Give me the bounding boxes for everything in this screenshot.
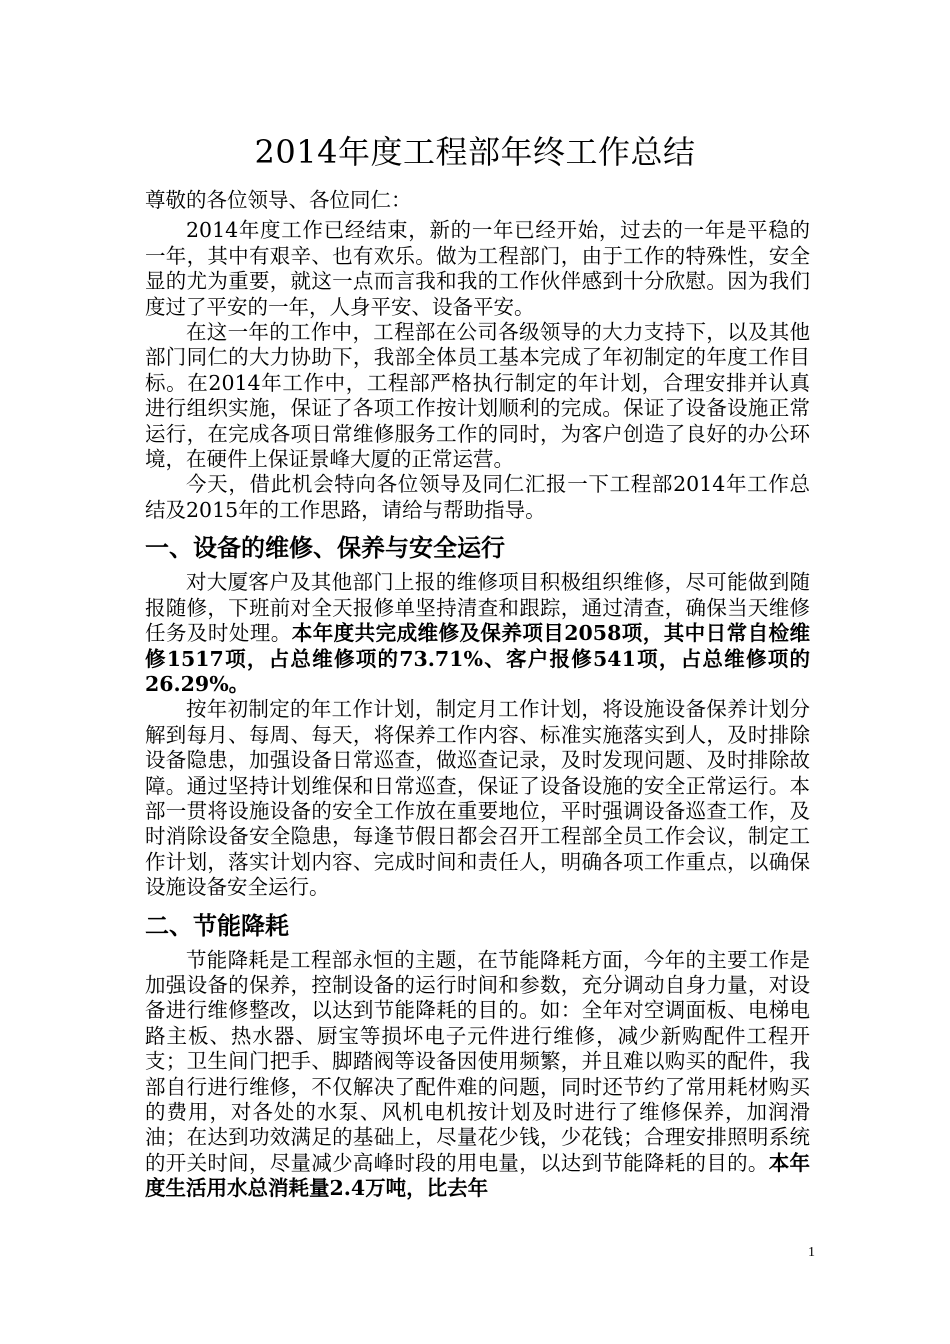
section-2-paragraph-1-text: 节能降耗是工程部永恒的主题，在节能降耗方面，今年的主要工作是加强设备的保养，控制设备的运行时间和参数，充分调动自身力量，对设备进行维修整改，以达到节能降耗的目的。如：全年对空调面板、电梯电路主板、热水器、厨宝等损坏电子元件进行维修，减少新购配件工程开支；卫生间门把手、脚踏阀等设备因使用频繁，并且难以购买的配件，我部自行进行维修，不仅解决了配件难的问题，同时还节约了常用耗材购买的费用，对各处的水泵、风机电机按计划及时进行了维修保养，加润滑油；在达到功效满足的基础上，尽量花少钱，少花钱；合理安排照明系统的开关时间，尽量减少高峰时段的用电量，以达到节能降耗的目的。 <box>145 947 810 1175</box>
intro-paragraph-1: 2014年度工作已经结束，新的一年已经开始，过去的一年是平稳的一年，其中有艰辛、也有欢乐。做为工程部门，由于工作的特殊性，安全显的尤为重要，就这一点而言我和我的工作伙伴感到十分欣慰。因为我们度过了平安的一年，人身平安、设备平安。 <box>145 218 810 319</box>
section-2-heading: 二、节能降耗 <box>145 911 289 940</box>
page-number: 1 <box>808 1245 815 1260</box>
section-1-paragraph-1 <box>145 570 810 697</box>
section-1-heading: 一、设备的维修、保养与安全运行 <box>145 534 505 563</box>
intro-paragraph-3: 今天，借此机会特向各位领导及同仁汇报一下工程部2014年工作总结及2015年的工作思路，请给与帮助指导。 <box>145 472 810 522</box>
intro-paragraph-2: 在这一年的工作中，工程部在公司各级领导的大力支持下，以及其他部门同仁的大力协助下，我部全体员工基本完成了年初制定的年度工作目标。在2014年工作中，工程部严格执行制定的年计划，合理安排并认真进行组织实施，保证了各项工作按计划顺利的完成。保证了设备设施正常运行，在完成各项日常维修服务工作的同时，为客户创造了良好的办公环境，在硬件上保证景峰大厦的正常运营。 <box>145 320 810 472</box>
section-1-paragraph-1-text: 对大厦客户及其他部门上报的维修项目积极组织维修，尽可能做到随报随修，下班前对全天报修单坚持清查和跟踪，通过清查，确保当天维修任务及时处理。 <box>145 570 810 646</box>
section-2-statistics: 本年度生活用水总消耗量2.4万吨，比去年 <box>145 1150 811 1201</box>
salutation: 尊敬的各位领导、各位同仁： <box>145 188 412 212</box>
document-title: 2014年度工程部年终工作总结 <box>254 133 696 171</box>
document-body <box>145 188 810 1202</box>
section-1-statistics: 本年度共完成维修及保养项目2058项，其中日常自检维修1517项，占总维修项的73.71%、客户报修541项，占总维修项的26.29%。 <box>145 621 810 696</box>
section-1-paragraph-2: 按年初制定的年工作计划，制定月工作计划，将设施设备保养计划分解到每月、每周、每天，将保养工作内容、标准实施落实到人，及时排除设备隐患，加强设备日常巡查，做巡查记录，及时发现问题、及时排除故障。通过坚持计划维保和日常巡查，保证了设备设施的安全正常运行。本部一贯将设施设备的安全工作放在重要地位，平时强调设备巡查工作，及时消除设备安全隐患，每逢节假日都会召开工程部全员工作会议，制定工作计划，落实计划内容、完成时间和责任人，明确各项工作重点，以确保设施设备安全运行。 <box>145 697 810 900</box>
section-2-paragraph-1 <box>145 948 810 1202</box>
